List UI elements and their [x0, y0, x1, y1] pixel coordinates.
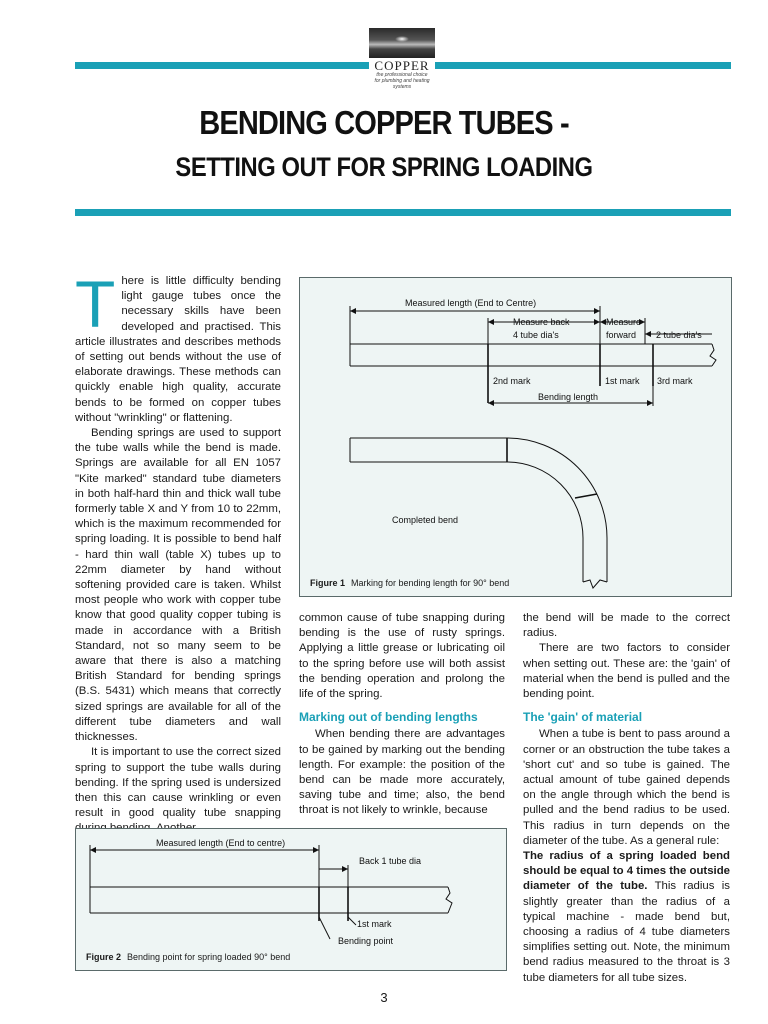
figure-2-caption — [86, 952, 290, 962]
col2-para-1: common cause of tube snapping during bending is the use of rusty springs. Applying a little grease or lubricating oil to the spring before use will both assist the bending operation and prolong the life of the spring. — [299, 612, 505, 701]
col3-rule-rest: This radius is slightly greater than the radius of a typical machine - made bend but, choosing a radius of 4 tube diameters simplifies setting out. Note, the minimum bend radius measured to the throat is 3 tube diameters for all tube sizes. — [523, 880, 730, 984]
fig1-measure-back-2: 4 tube dia's — [513, 330, 559, 340]
fig2-bending-point: Bending point — [338, 936, 394, 946]
figure-1-drawing — [300, 278, 731, 596]
copper-logo — [369, 28, 435, 92]
fig1-2nd-mark: 2nd mark — [493, 376, 531, 386]
fig1-completed-bend: Completed bend — [392, 515, 459, 525]
col3-para-2: There are two factors to consider when setting out. These are: the 'gain' of material when the bend is pulled and the bending point. — [523, 642, 730, 701]
col2-para-2: When bending there are advantages to be gained by marking out the bending length. For example: the position of the bend can be made more accurately, saving tube and time; also, the bend throat is not likely to wrinkle, because — [299, 728, 505, 817]
fig1-two-tube: 2 tube dia's — [656, 330, 702, 340]
page-number: 3 — [380, 990, 388, 1005]
fig2-caption-label: Figure 2 — [86, 952, 122, 962]
figure-2-drawing — [76, 829, 506, 970]
figure-1 — [299, 277, 732, 597]
column-3 — [523, 611, 730, 986]
col1-para-3: It is important to use the correct sized spring to support the tube walls during bending. If the spring used is undersized then this can cause wrinkling or even result in good quality tube snapping — [75, 746, 281, 820]
fig2-back: Back 1 tube dia — [359, 856, 422, 866]
figure-1-caption — [310, 578, 509, 588]
heading-gain: The 'gain' of material — [523, 710, 643, 725]
fig1-caption-label: Figure 1 — [310, 578, 346, 588]
fig1-bending-length: Bending length — [538, 392, 599, 402]
col1-para-1: here is little difficulty bending light gauge tubes once the necessary skills have been developed and practised. This article illustrates and describes methods of setting out bends without the use of elaborate drawings. These methods can quickly enable high quality, accurate bends to be formed on copper tubes without "wrinkling" or flattening. — [75, 275, 281, 424]
col3-rule-bold: The radius of a spring loaded bend should be equal to 4 times the outside diameter of the tube. — [523, 850, 730, 893]
drop-cap: T — [75, 267, 116, 341]
fig2-measured-length: Measured length (End to centre) — [156, 838, 286, 848]
col3-para-3: When a tube is bent to pass around a corner or an obstruction the tube takes a 'short cut' and so tube is gained. The actual amount of tube gained depends on the angle through which the bend is pulled and the bend radius to be used. This radius in turn depends on the diameter of the tube. As a general rule: — [523, 728, 730, 847]
fig1-1st-mark: 1st mark — [605, 376, 640, 386]
column-2 — [299, 611, 505, 819]
fig1-3rd-mark: 3rd mark — [657, 376, 693, 386]
page-title: BENDING COPPER TUBES - — [199, 104, 569, 141]
fig1-measure-fwd-1: Measure — [606, 317, 642, 327]
logo-tagline: the professional choice for plumbing and heating systems — [374, 72, 430, 90]
figure-2 — [75, 828, 507, 971]
fig1-measure-fwd-2: forward — [606, 330, 637, 340]
column-1 — [75, 267, 281, 837]
page-subtitle: SETTING OUT FOR SPRING LOADING — [175, 152, 593, 182]
fig1-measure-back-1: Measure back — [513, 317, 570, 327]
fig2-caption-text: Bending point for spring loaded 90° bend — [127, 952, 291, 962]
heading-marking-out: Marking out of bending lengths — [299, 710, 478, 725]
fig1-caption-text: Marking for bending length for 90° bend — [351, 578, 510, 588]
col3-para-4 — [523, 849, 730, 986]
fig1-measured-length: Measured length (End to Centre) — [405, 298, 537, 308]
logo-word: COPPER — [374, 58, 430, 73]
col3-para-1: the bend will be made to the correct radius. — [523, 612, 730, 640]
logo-graphic — [369, 28, 435, 58]
fig2-1st-mark: 1st mark — [357, 919, 392, 929]
col1-para-2: Bending springs are used to support the tube walls while the bend is made. Springs are available for all EN 1057 "Kite marked" standard tube diameters in both half-hard thin and thick wall tube formerly table X and Y from 10 to 22mm, which is the maximum recommended for spring loading. It is possible to bend half - hard thin wall (table X) tubes up to 22mm diameter by hand without softening provided care is taken. Whilst most people who work with copper tube know that good quality copper tubing is made in accordance with a British Standard, not so many seem to be aware that there is also a matching British Standard for bending springs (B.S. 5431) which means that correctly sized springs are available for all of the different tube diameters and wall thicknesses. — [75, 427, 281, 744]
title-rule — [75, 209, 731, 216]
